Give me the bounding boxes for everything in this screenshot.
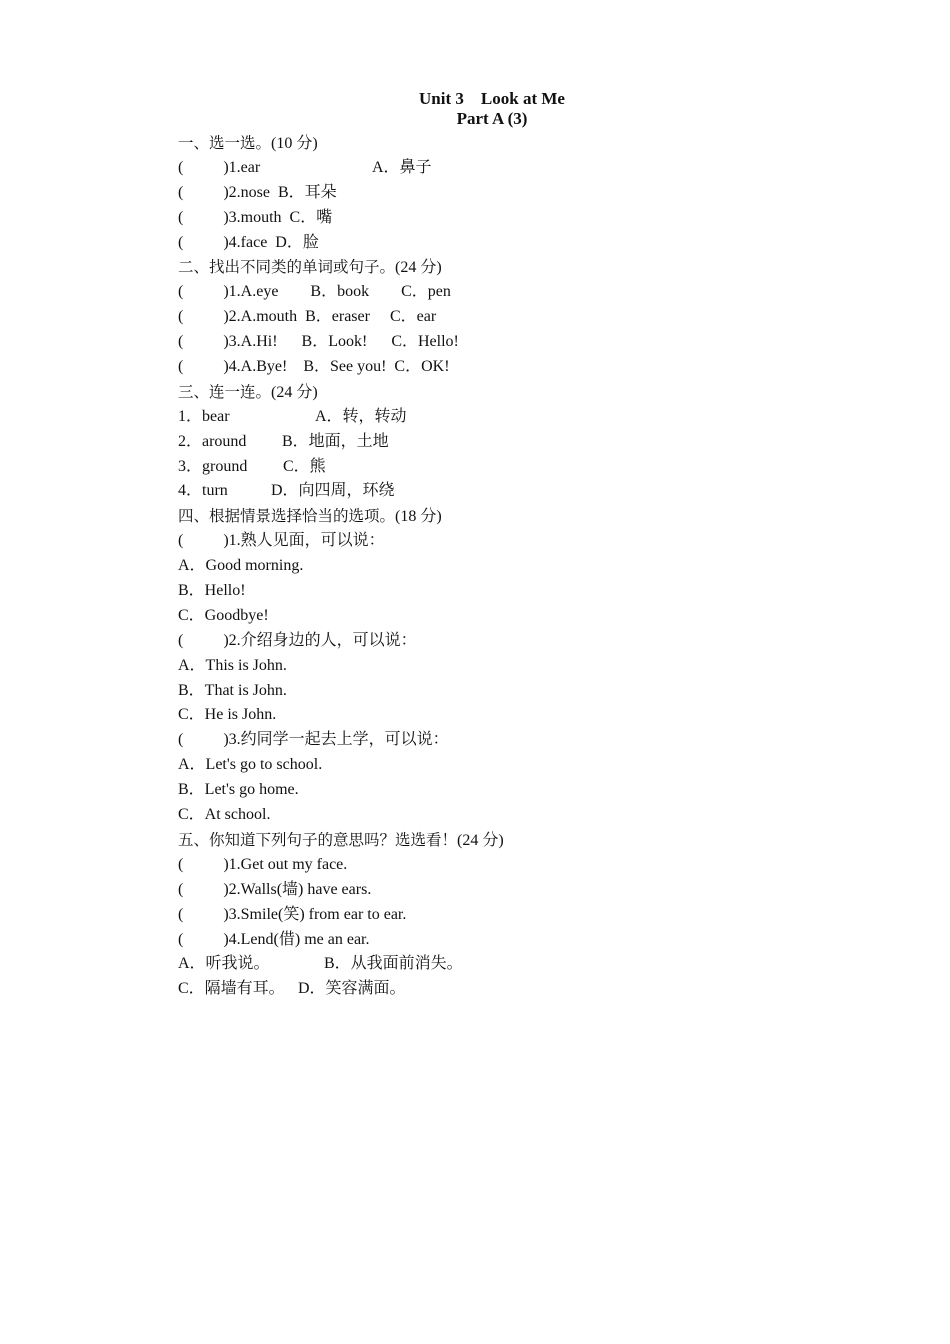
answer-choices-row: A．听我说。 B．从我面前消失。 bbox=[178, 955, 463, 973]
question-option: B．That is John. bbox=[178, 681, 287, 699]
question-option: C．Goodbye! bbox=[178, 606, 269, 624]
question-stem: ( )3.约同学一起去上学，可以说： bbox=[178, 731, 449, 749]
question-option: B．Hello! bbox=[178, 582, 246, 600]
section-2-item: ( )1.A.eye B．book C．pen bbox=[178, 283, 451, 301]
question-option: A．Good morning. bbox=[178, 557, 304, 575]
section-5-heading: 五、你知道下列句子的意思吗？选选看！(24 分) bbox=[178, 830, 504, 849]
section-3-heading: 三、连一连。(24 分) bbox=[178, 382, 318, 401]
matching-row: 3．ground C．熊 bbox=[178, 457, 326, 475]
answer-choices-row: C．隔墙有耳。 D．笑容满面。 bbox=[178, 980, 406, 998]
section-2-heading: 二、找出不同类的单词或句子。(24 分) bbox=[178, 258, 442, 277]
section-2-item: ( )2.A.mouth B．eraser C．ear bbox=[178, 308, 437, 326]
section-5-item: ( )3.Smile(笑) from ear to ear. bbox=[178, 905, 407, 923]
section-1-heading: 一、选一选。(10 分) bbox=[178, 134, 318, 152]
question-option: C．At school. bbox=[178, 806, 271, 824]
question-option: B．Let's go home. bbox=[178, 781, 299, 799]
page-title: Unit 3 Look at Me bbox=[419, 89, 565, 108]
question-stem: ( )1.熟人见面，可以说： bbox=[178, 532, 385, 550]
section-2-item: ( )3.A.Hi! B．Look! C．Hello! bbox=[178, 333, 459, 351]
section-1-item: ( )1.ear A．鼻子 bbox=[178, 158, 432, 176]
section-1-item: ( )4.face D．脸 bbox=[178, 233, 319, 251]
section-5-item: ( )4.Lend(借) me an ear. bbox=[178, 930, 370, 948]
matching-row: 4．turn D．向四周，环绕 bbox=[178, 482, 395, 500]
section-5-item: ( )2.Walls(墙) have ears. bbox=[178, 880, 372, 898]
matching-row: 1．bear A．转，转动 bbox=[178, 407, 407, 425]
section-4-heading: 四、根据情景选择恰当的选项。(18 分) bbox=[178, 507, 442, 526]
section-1-item: ( )3.mouth C．嘴 bbox=[178, 208, 333, 226]
section-5-item: ( )1.Get out my face. bbox=[178, 855, 348, 873]
section-1-item: ( )2.nose B．耳朵 bbox=[178, 183, 337, 201]
question-option: A．This is John. bbox=[178, 656, 287, 674]
matching-row: 2．around B．地面，土地 bbox=[178, 432, 389, 450]
question-option: A．Let's go to school. bbox=[178, 756, 323, 774]
page-subtitle: Part A (3) bbox=[456, 109, 528, 128]
section-2-item: ( )4.A.Bye! B．See you! C．OK! bbox=[178, 358, 450, 376]
worksheet-content bbox=[178, 131, 878, 1002]
question-option: C．He is John. bbox=[178, 706, 277, 724]
question-stem: ( )2.介绍身边的人，可以说： bbox=[178, 631, 417, 649]
